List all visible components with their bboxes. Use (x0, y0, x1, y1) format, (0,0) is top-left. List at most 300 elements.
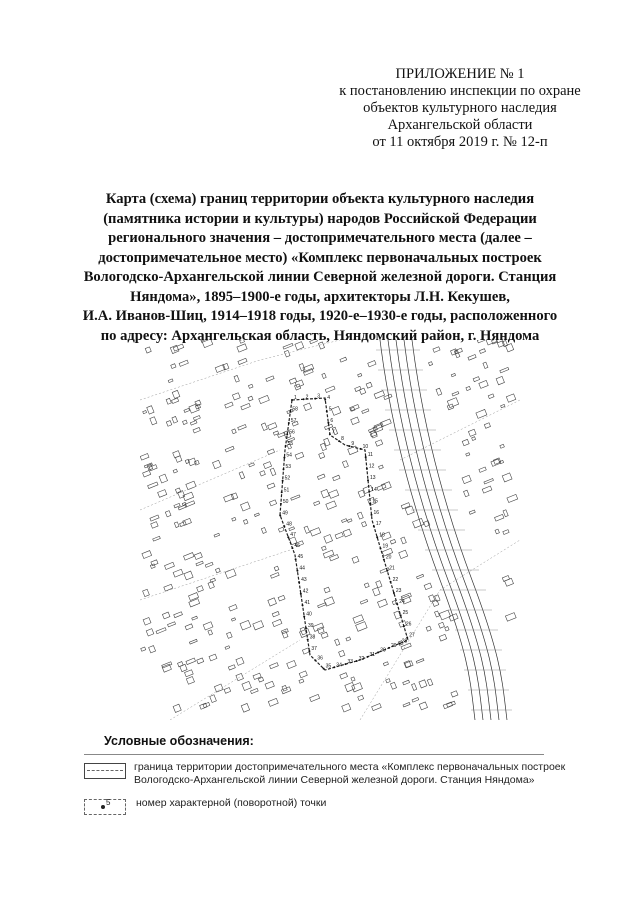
building-footprint (267, 483, 275, 489)
boundary-map (140, 340, 520, 720)
building-footprint (357, 512, 363, 519)
building-footprint (495, 529, 499, 534)
map-legend (84, 734, 566, 827)
building-footprint (339, 650, 345, 656)
title-line: (памятника истории и культуры) народов Российской Федерации (103, 210, 537, 227)
turning-point-label: 51 (283, 487, 290, 494)
building-footprint (185, 624, 193, 630)
building-footprint (268, 423, 277, 430)
building-footprint (318, 603, 327, 608)
building-footprint (399, 550, 408, 559)
building-footprint (323, 550, 334, 558)
building-footprint (502, 576, 509, 582)
building-footprint (451, 349, 458, 355)
building-footprint (346, 637, 351, 641)
turning-point-label: 19 (382, 543, 389, 550)
building-footprint (241, 703, 249, 712)
building-footprint (184, 571, 193, 580)
turning-point-marker (356, 660, 358, 662)
building-footprint (314, 501, 320, 506)
building-footprint (351, 417, 360, 425)
turning-point-marker (388, 647, 390, 649)
turning-point-label: 16 (373, 509, 380, 516)
turning-point-label: 46 (294, 543, 300, 550)
turning-point-marker (279, 515, 281, 517)
turning-point-marker (345, 663, 347, 665)
building-footprint (429, 595, 435, 602)
building-footprint (317, 474, 325, 479)
building-footprint (236, 657, 244, 665)
turning-point-label: 10 (362, 443, 369, 450)
building-footprint (173, 704, 181, 712)
building-footprint (261, 527, 266, 533)
building-footprint (186, 658, 196, 665)
building-footprint (197, 658, 204, 664)
building-footprint (251, 688, 259, 693)
legend-row-border (84, 761, 566, 787)
building-footprint (192, 616, 198, 620)
turning-point-label: 36 (317, 655, 323, 662)
turning-point-marker (365, 456, 367, 458)
building-footprint (272, 611, 279, 616)
building-footprint (238, 425, 247, 431)
turning-point-marker (288, 422, 290, 424)
building-footprint (412, 684, 417, 691)
title-line: Вологодско-Архангельской линии Северной железной дороги. Станция (83, 269, 557, 285)
legend-border-text (134, 761, 565, 787)
building-footprint (343, 529, 351, 537)
turning-point-marker (393, 592, 395, 594)
building-footprint (329, 490, 339, 499)
legend-divider (84, 754, 544, 755)
building-footprint (439, 622, 445, 628)
building-footprint (183, 420, 188, 424)
turning-point-label: 4 (327, 394, 330, 401)
turning-point-label: 47 (290, 532, 296, 539)
turning-point-marker (286, 434, 288, 436)
building-footprint (208, 630, 213, 635)
building-footprint (476, 409, 487, 418)
turning-points (279, 394, 415, 670)
turning-point-marker (289, 411, 291, 413)
building-footprint (439, 610, 450, 620)
building-footprint (197, 586, 204, 592)
turning-point-marker (403, 625, 405, 627)
building-footprint (469, 510, 475, 514)
turning-point-label: 18 (379, 532, 385, 539)
building-footprint (347, 519, 352, 523)
turning-point-marker (360, 448, 362, 450)
building-footprint (299, 364, 305, 372)
turning-point-label: 15 (372, 498, 378, 505)
turning-point-marker (371, 514, 373, 516)
turning-point-marker (324, 399, 326, 401)
building-footprint (253, 621, 264, 630)
turning-point-marker (283, 457, 285, 459)
building-footprint (150, 417, 157, 425)
building-footprint (299, 679, 304, 683)
building-footprint (261, 423, 267, 431)
building-footprint (358, 373, 362, 377)
turning-point-marker (285, 445, 287, 447)
building-footprint (260, 471, 266, 476)
building-footprint (451, 373, 455, 376)
building-footprint (376, 581, 382, 588)
turning-point-label: 26 (405, 621, 412, 628)
turning-point-marker (295, 558, 297, 560)
building-footprint (173, 469, 177, 473)
building-footprint (497, 341, 504, 348)
turning-point-marker (314, 398, 316, 400)
building-footprint (386, 679, 391, 683)
building-footprint (360, 599, 367, 604)
building-footprint (326, 501, 337, 510)
turning-point-marker (291, 547, 293, 549)
building-footprint (291, 495, 300, 500)
turning-point-marker (380, 548, 382, 550)
turning-point-label: 52 (284, 475, 291, 482)
building-footprint (189, 593, 199, 601)
turning-point-label: 40 (306, 611, 312, 618)
building-footprint (390, 682, 396, 689)
turning-point-label: 49 (282, 510, 288, 517)
turning-point-marker (348, 445, 350, 447)
building-footprint (483, 362, 488, 368)
building-footprint (419, 702, 427, 710)
building-footprint (319, 453, 325, 459)
building-footprint (364, 583, 369, 588)
building-footprint (193, 416, 200, 421)
turning-point-marker (386, 570, 388, 572)
building-footprint (304, 526, 310, 533)
building-footprint (146, 629, 154, 636)
turning-point-label: 23 (395, 588, 402, 594)
building-footprint (318, 342, 324, 349)
building-footprint (141, 647, 146, 651)
building-footprint (353, 615, 364, 624)
building-footprint (482, 486, 492, 493)
building-footprint (381, 482, 391, 491)
building-footprint (310, 694, 320, 701)
turning-point-marker (376, 536, 378, 538)
building-footprint (496, 376, 504, 384)
building-footprint (484, 479, 494, 484)
turning-point-label: 28 (401, 638, 408, 645)
building-footprint (462, 475, 471, 483)
building-footprint (403, 702, 410, 706)
turning-point-label: 48 (286, 521, 292, 528)
building-footprint (362, 522, 367, 527)
building-footprint (232, 429, 237, 434)
building-footprint (242, 681, 252, 690)
building-footprint (143, 617, 151, 625)
turning-point-label: 9 (351, 441, 355, 448)
building-footprint (403, 680, 410, 685)
building-footprint (263, 462, 271, 469)
building-footprint (462, 439, 469, 445)
turning-point-label: 43 (301, 577, 307, 584)
turning-point-marker (367, 656, 369, 658)
building-footprint (186, 676, 194, 684)
turning-point-marker (326, 410, 328, 412)
building-footprint (351, 407, 355, 411)
building-footprint (503, 530, 509, 535)
building-footprint (390, 539, 395, 544)
building-footprint (145, 347, 151, 353)
building-footprint (379, 465, 384, 469)
building-footprint (215, 568, 220, 573)
building-footprint (164, 584, 173, 591)
building-footprint (224, 688, 231, 694)
turning-point-label: 8 (341, 436, 344, 443)
building-footprint (184, 408, 190, 412)
point-symbol-icon (84, 799, 128, 817)
building-footprint (149, 646, 156, 653)
turning-point-label: 21 (389, 565, 395, 572)
building-footprint (342, 704, 351, 712)
building-footprint (443, 702, 452, 709)
building-footprint (322, 373, 326, 378)
turning-point-marker (287, 536, 289, 538)
building-footprint (267, 449, 274, 455)
turning-point-marker (377, 651, 379, 653)
building-footprint (333, 475, 340, 481)
building-footprint (178, 505, 187, 510)
turning-point-label: 24 (399, 599, 405, 606)
title-line: по адресу: Архангельская область, Няндомский район, г. Няндома (100, 327, 540, 344)
building-footprint (193, 427, 200, 433)
building-footprint (340, 673, 348, 679)
turning-point-marker (283, 525, 285, 527)
building-footprint (282, 685, 287, 691)
turning-point-marker (327, 422, 329, 424)
building-footprint (249, 463, 255, 467)
building-footprint (166, 398, 171, 404)
building-footprint (213, 460, 222, 468)
turning-point-label: 33 (347, 659, 354, 666)
building-footprint (295, 342, 304, 350)
building-footprint (172, 416, 178, 423)
building-footprint (259, 395, 270, 403)
building-footprint (232, 393, 240, 400)
building-footprint (495, 514, 504, 521)
appendix-header (300, 66, 620, 151)
building-footprint (210, 695, 217, 703)
building-footprint (378, 599, 388, 607)
building-footprint (340, 357, 347, 362)
building-footprint (473, 377, 480, 382)
building-footprint (426, 626, 431, 631)
building-footprint (270, 663, 279, 669)
building-footprint (472, 437, 476, 441)
building-footprint (324, 587, 330, 593)
building-footprint (304, 403, 312, 411)
building-footprint (362, 409, 369, 414)
turning-point-marker (303, 398, 305, 400)
building-footprint (194, 553, 202, 560)
building-footprint (168, 622, 176, 627)
building-footprint (150, 515, 159, 521)
turning-point-label: 57 (290, 418, 297, 424)
building-footprint (503, 510, 508, 517)
building-footprint (159, 474, 167, 483)
turning-point-label: 22 (392, 576, 399, 583)
turning-point-label: 34 (336, 662, 342, 669)
building-footprint (225, 446, 234, 452)
building-footprint (479, 467, 486, 472)
title-line: Карта (схема) границ территории объекта культурного наследия (105, 191, 535, 207)
building-footprint (373, 588, 381, 596)
building-footprint (356, 622, 368, 632)
building-footprint (466, 386, 471, 390)
building-footprint (278, 595, 285, 601)
building-footprint (502, 473, 512, 482)
turning-point-label: 55 (287, 441, 294, 447)
building-footprint (468, 355, 476, 361)
turning-point-label: 3 (317, 393, 320, 400)
building-footprint (237, 344, 247, 352)
turning-point-label: 45 (297, 554, 304, 561)
building-footprint (500, 367, 509, 372)
building-footprint (232, 517, 236, 521)
building-footprint (477, 340, 485, 343)
building-footprint (143, 410, 147, 413)
building-footprint (392, 601, 396, 605)
building-footprint (335, 639, 340, 645)
turning-point-marker (314, 659, 316, 661)
building-footprint (501, 404, 505, 407)
building-footprint (240, 620, 251, 630)
turning-point-marker (300, 593, 302, 595)
building-footprint (322, 546, 327, 550)
building-footprint (158, 490, 167, 498)
turning-point-label: 13 (370, 475, 376, 482)
building-footprint (153, 536, 161, 541)
building-footprint (171, 364, 176, 369)
building-footprint (436, 388, 442, 395)
turning-point-marker (283, 468, 285, 470)
turning-point-label: 1 (294, 395, 297, 401)
turning-point-marker (383, 559, 385, 561)
legend-title: Условные обозначения: (104, 734, 254, 748)
building-footprint (358, 695, 364, 700)
turning-point-label: 50 (282, 498, 289, 505)
building-footprint (433, 347, 440, 353)
building-footprint (151, 522, 158, 529)
turning-point-marker (399, 643, 401, 645)
building-footprint (351, 677, 355, 681)
building-footprint (427, 679, 433, 686)
building-footprint (287, 660, 297, 668)
boundary-symbol-icon (84, 763, 126, 781)
turning-point-label: 56 (289, 429, 295, 436)
building-footprint (299, 671, 307, 678)
building-footprint (175, 456, 182, 463)
turning-point-label: 44 (299, 565, 305, 572)
building-footprint (196, 561, 203, 566)
building-footprint (265, 681, 274, 689)
building-footprint (243, 519, 248, 524)
building-footprint (189, 639, 197, 644)
building-footprint (239, 472, 245, 479)
turning-point-marker (400, 614, 402, 616)
document-title (60, 190, 580, 346)
building-footprint (505, 613, 516, 622)
building-footprint (186, 481, 196, 490)
legend-border-line: граница территории достопримечательного места «Комплекс первоначальных построек (134, 761, 566, 773)
turning-point-label: 11 (367, 452, 373, 459)
turning-point-label: 58 (292, 406, 298, 413)
building-footprint (241, 502, 251, 511)
turning-point-label: 53 (285, 464, 292, 471)
building-footprint (270, 500, 277, 506)
building-footprint (271, 573, 280, 579)
building-footprint (229, 605, 237, 611)
turning-point-marker (333, 666, 335, 668)
building-footprint (506, 343, 514, 351)
building-footprint (335, 532, 343, 538)
building-footprint (225, 402, 233, 408)
turning-point-label: 25 (402, 610, 409, 617)
building-footprint (468, 429, 476, 436)
building-footprint (156, 628, 166, 634)
appendix-number: ПРИЛОЖЕНИЕ № 1 (395, 66, 525, 82)
building-footprint (484, 423, 490, 429)
building-footprint (190, 420, 197, 425)
turning-point-marker (323, 668, 325, 670)
appendix-ref-line: Архангельской области (387, 117, 533, 133)
turning-point-label: 42 (302, 588, 309, 595)
building-footprint (209, 654, 217, 661)
building-footprint (435, 611, 440, 617)
title-line: регионального значения – достопримечательного места (далее – (108, 230, 532, 246)
building-footprint (202, 340, 213, 348)
building-footprint (248, 384, 253, 388)
building-footprint (142, 551, 152, 559)
building-footprint (295, 452, 304, 459)
building-footprint (254, 513, 259, 517)
building-footprint (374, 391, 384, 399)
building-footprint (417, 574, 424, 579)
building-footprint (240, 340, 245, 343)
building-footprint (241, 403, 251, 409)
turning-point-label: 38 (309, 634, 316, 641)
building-footprint (283, 343, 293, 349)
building-footprint (268, 698, 278, 706)
appendix-ref-line: к постановлению инспекции по охране (339, 83, 581, 99)
building-footprint (210, 578, 215, 582)
turning-point-marker (281, 491, 283, 493)
building-footprint (419, 680, 427, 688)
building-footprint (227, 632, 233, 638)
building-footprint (179, 360, 188, 366)
turning-point-marker (308, 650, 310, 652)
turning-point-label: 35 (325, 663, 332, 670)
building-footprint (234, 375, 239, 382)
building-footprint (507, 494, 518, 502)
turning-point-marker (396, 603, 398, 605)
building-footprint (321, 632, 328, 638)
building-footprint (278, 527, 284, 532)
building-footprint (143, 589, 150, 596)
turning-point-marker (366, 468, 368, 470)
building-footprint (401, 503, 410, 509)
building-footprint (310, 528, 321, 536)
turning-point-label: 39 (308, 623, 314, 630)
building-footprint (451, 691, 458, 697)
building-footprint (342, 461, 348, 468)
building-footprint (272, 619, 282, 626)
